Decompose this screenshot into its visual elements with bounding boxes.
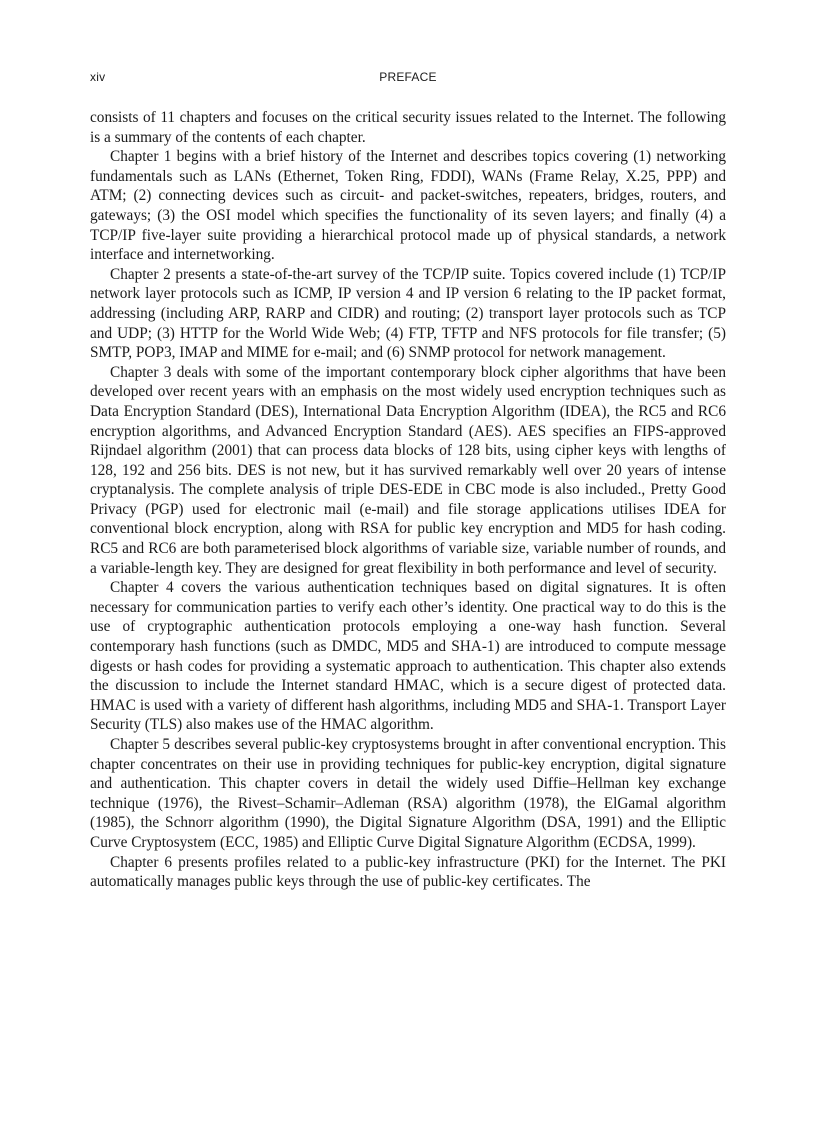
paragraph-chapter-5: Chapter 5 describes several public-key cryptosystems brought in after conventional encryption. This chapter concentrates on their use in providing techniques for public-key encryption, digital signature and authentication. This chapter covers in detail the widely used Diffie–Hellman key exchange technique (1976), the Rivest–Schamir–Adleman (RSA) algorithm (1978), the ElGamal algorithm (1985), the Schnorr algorithm (1990), the Digital Signature Algorithm (DSA, 1991) and the Elliptic Curve Cryptosystem (ECC, 1985) and Elliptic Curve Digital Signature Algorithm (ECDSA, 1999). bbox=[90, 736, 726, 851]
paragraph-chapter-6: Chapter 6 presents profiles related to a public-key infrastructure (PKI) for the Internet. The PKI automatically manages public keys through the use of public-key certificates. The bbox=[90, 853, 726, 891]
running-title: PREFACE bbox=[379, 70, 437, 84]
paragraph-chapter-1: Chapter 1 begins with a brief history of the Internet and describes topics covering (1) networking fundamentals such as LANs (Ethernet, Token Ring, FDDI), WANs (Frame Relay, X.25, PPP) and ATM; (2) connecting devices such as circuit- and packet-switches, repeaters, bridges, routers, and gateways; (3) the OSI model which specifies the functionality of its seven layers; and finally (4) a TCP/IP five-layer suite providing a hierarchical protocol made up of physical standards, a network interface and internetworking. bbox=[90, 148, 726, 264]
page-number: xiv bbox=[90, 70, 106, 84]
body-text bbox=[90, 108, 726, 892]
paragraph-continuation: consists of 11 chapters and focuses on the critical security issues related to the Internet. The following is a summary of the contents of each chapter. bbox=[90, 109, 726, 146]
paragraph-chapter-4: Chapter 4 covers the various authentication techniques based on digital signatures. It is often necessary for communication parties to verify each other’s identity. One practical way to do this is the use of cryptographic authentication protocols employing a one-way hash function. Several contemporary hash functions (such as DMDC, MD5 and SHA-1) are introduced to compute message digests or hash codes for providing a systematic approach to authentication. This chapter also extends the discussion to include the Internet standard HMAC, which is a secure digest of protected data. HMAC is used with a variety of different hash algorithms, including MD5 and SHA-1. Transport Layer Security (TLS) also makes use of the HMAC algorithm. bbox=[90, 579, 726, 734]
paragraph-chapter-3: Chapter 3 deals with some of the important contemporary block cipher algorithms that have been developed over recent years with an emphasis on the most widely used encryption techniques such as Data Encryption Standard (DES), International Data Encryption Algorithm (IDEA), the RC5 and RC6 encryption algorithms, and Advanced Encryption Standard (AES). AES specifies an FIPS-approved Rijndael algorithm (2001) that can process data blocks of 128 bits, using cipher keys with lengths of 128, 192 and 256 bits. DES is not new, but it has survived remarkably well over 20 years of intense cryptanalysis. The complete analysis of triple DES-EDE in CBC mode is also included., Pretty Good Privacy (PGP) used for electronic mail (e-mail) and file storage applications utilises IDEA for conventional block encryption, along with RSA for public key encryption and MD5 for hash coding. RC5 and RC6 are both parameterised block algorithms of variable size, variable number of rounds, and a variable-length key. They are designed for great flexibility in both performance and level of security. bbox=[90, 363, 726, 577]
running-head bbox=[90, 70, 726, 88]
paragraph-chapter-2: Chapter 2 presents a state-of-the-art survey of the TCP/IP suite. Topics covered include (1) TCP/IP network layer protocols such as ICMP, IP version 4 and IP version 6 relating to the IP packet format, addressing (including ARP, RARP and CIDR) and routing; (2) transport layer protocols such as TCP and UDP; (3) HTTP for the World Wide Web; (4) FTP, TFTP and NFS protocols for file transfer; (5) SMTP, POP3, IMAP and MIME for e-mail; and (6) SNMP protocol for network management. bbox=[90, 265, 726, 362]
